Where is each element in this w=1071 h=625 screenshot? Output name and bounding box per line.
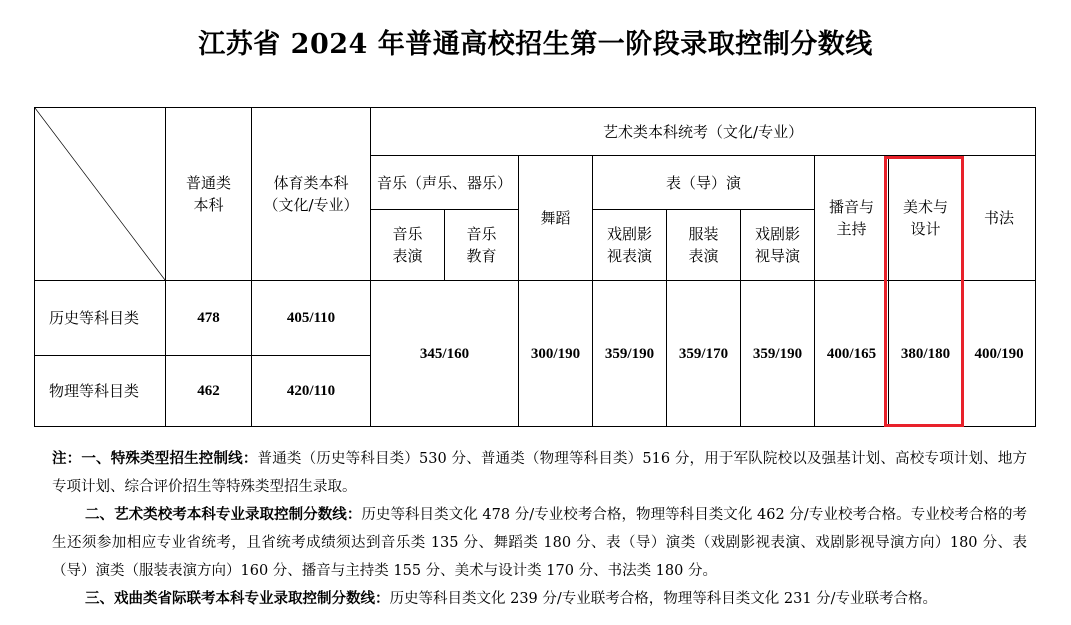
header-meishu [889, 156, 963, 281]
header-xiju-daoyan-line1: 戏剧影 [754, 225, 800, 243]
note-1 [52, 445, 1027, 501]
header-boyin [815, 156, 889, 281]
header-shufa: 书法 [963, 156, 1036, 281]
cell-yinyue: 345/160 [371, 281, 519, 427]
note-3 [52, 585, 1027, 613]
header-fuzhuang-biaoyan-line1: 服装 [688, 225, 719, 243]
header-xiju-daoyan-line2: 视导演 [754, 247, 800, 265]
header-fuzhuang-biaoyan [667, 210, 741, 281]
cell-xiju-biaoyan: 359/190 [593, 281, 667, 427]
page-title: 江苏省 2024 年普通高校招生第一阶段录取控制分数线 [198, 29, 873, 60]
note-2-text: 历史等科目类文化 478 分/专业校考合格，物理等科目类文化 462 分/专业校考合格。专业校考合格的考生还须参加相应专业省统考，且省统考成绩须达到音乐类 135 分、舞蹈类 180 分、表（导）演类（戏剧影视表演、戏剧影视导演方向）180 分、表（导）演类（服装表演方向）160 分、播音与主持类 155 分、美术与设计类 170 分、书法类 180 分。 [52, 507, 1027, 579]
header-putong-line2: 本科 [193, 196, 224, 214]
header-yinyue-jiaoyu-line1: 音乐 [466, 225, 497, 243]
cell-meishu: 380/180 [889, 281, 963, 427]
header-biaodaoyan: 表（导）演 [593, 156, 815, 210]
row-label-lishi: 历史等科目类 [35, 281, 166, 356]
header-yishu: 艺术类本科统考（文化/专业） [371, 108, 1036, 156]
cell-lishi-putong: 478 [166, 281, 252, 356]
header-boyin-line1: 播音与 [828, 198, 874, 216]
cell-boyin: 400/165 [815, 281, 889, 427]
row-label-wuli: 物理等科目类 [35, 356, 166, 427]
diagonal-header-cell [35, 108, 166, 281]
cell-lishi-tiyu: 405/110 [252, 281, 371, 356]
note-1-text: 普通类（历史等科目类）530 分、普通类（物理等科目类）516 分，用于军队院校以及强基计划、高校专项计划、地方专项计划、综合评价招生等特殊类型招生录取。 [52, 451, 1027, 495]
header-putong-line1: 普通类 [185, 174, 231, 192]
header-xiju-biaoyan-line1: 戏剧影 [606, 225, 652, 243]
cell-xiju-daoyan: 359/190 [741, 281, 815, 427]
header-boyin-line2: 主持 [836, 220, 867, 238]
cell-shufa: 400/190 [963, 281, 1036, 427]
note-3-text: 历史等科目类文化 239 分/专业联考合格，物理等科目类文化 231 分/专业联考合格。 [389, 591, 938, 607]
header-putong [166, 108, 252, 281]
header-xiju-biaoyan-line2: 视表演 [606, 247, 652, 265]
header-yinyue-biaoyan-line2: 表演 [392, 247, 423, 265]
cell-wuli-putong: 462 [166, 356, 252, 427]
cell-wudao: 300/190 [519, 281, 593, 427]
header-yinyue-biaoyan-line1: 音乐 [392, 225, 423, 243]
header-xiju-biaoyan [593, 210, 667, 281]
note-2 [52, 501, 1027, 585]
header-yinyue-jiaoyu [445, 210, 519, 281]
cell-wuli-tiyu: 420/110 [252, 356, 371, 427]
header-wudao: 舞蹈 [519, 156, 593, 281]
table-row [35, 281, 1036, 356]
header-xiju-daoyan [741, 210, 815, 281]
header-yinyue-biaoyan [371, 210, 445, 281]
notes [52, 445, 1027, 613]
header-tiyu-line1: 体育类本科 [273, 174, 349, 192]
diagonal-line [35, 108, 165, 280]
header-tiyu [252, 108, 371, 281]
header-tiyu-line2: （文化/专业） [263, 196, 359, 214]
header-yinyue: 音乐（声乐、器乐） [371, 156, 519, 210]
note-3-heading: 三、戏曲类省际联考本科专业录取控制分数线： [85, 590, 390, 607]
header-fuzhuang-biaoyan-line2: 表演 [688, 247, 719, 265]
header-meishu-line1: 美术与 [902, 198, 948, 216]
note-2-heading: 二、艺术类校考本科专业录取控制分数线： [85, 506, 362, 523]
note-1-heading: 注：一、特殊类型招生控制线： [52, 450, 258, 467]
cell-fuzhuang-biaoyan: 359/170 [667, 281, 741, 427]
header-yinyue-jiaoyu-line2: 教育 [466, 247, 497, 265]
score-table [34, 107, 1036, 427]
header-meishu-line2: 设计 [910, 220, 941, 238]
